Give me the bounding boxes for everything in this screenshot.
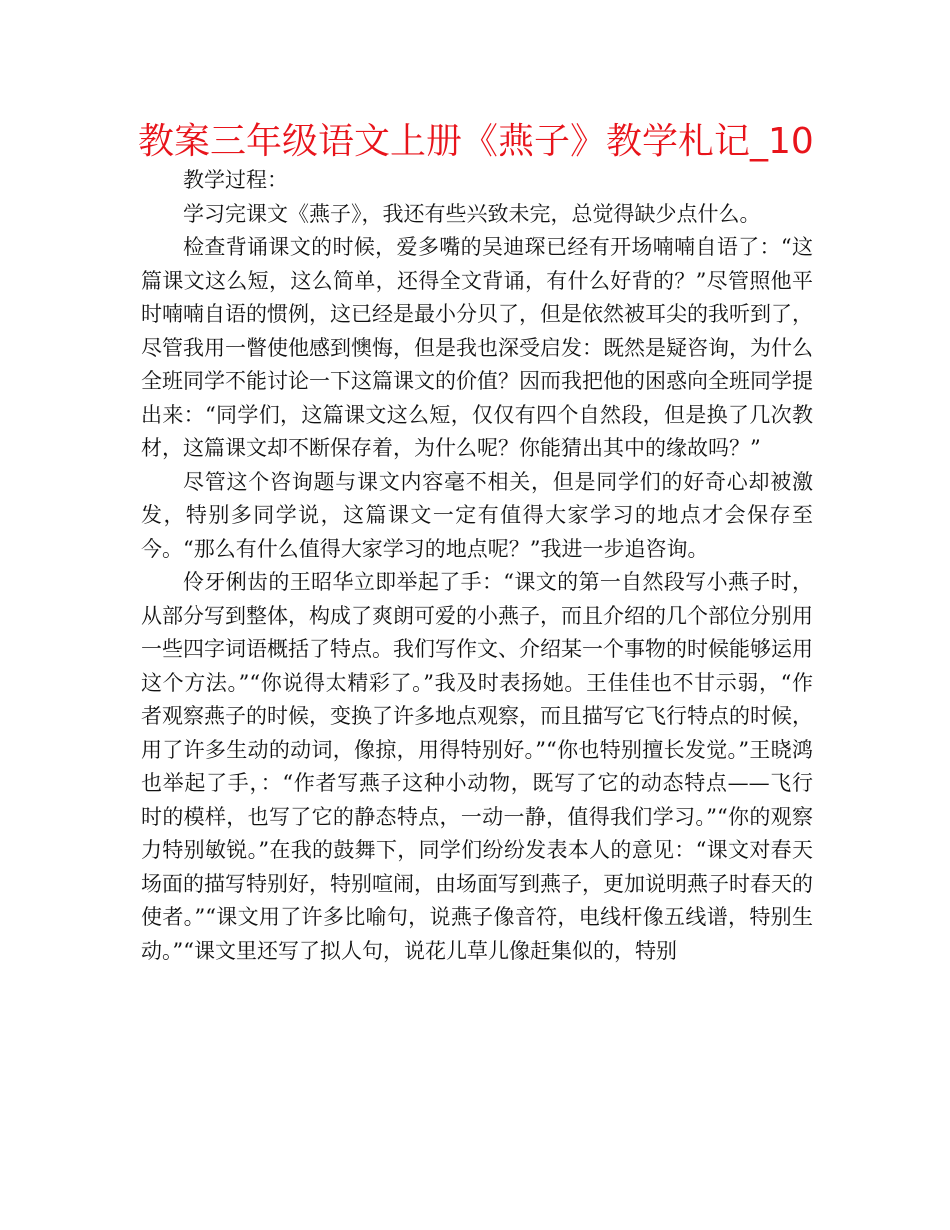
paragraph: 检查背诵课文的时候，爱多嘴的吴迪琛已经有开场喃喃自语了：“这篇课文这么短，这么简单，还得全文背诵，有什么好背的？”尽管照他平时喃喃自语的惯例，这已经是最小分贝了，但是依然被耳尖的我听到了，尽管我用一瞥使他感到懊悔，但是我也深受启发：既然是疑咨询，为什么全班同学不能讨论一下这篇课文的价值？因而我把他的困惑向全班同学提出来：“同学们，这篇课文这么短，仅仅有四个自然段，但是换了几次教材，这篇课文却不断保存着，为什么呢？你能猜出其中的缘故吗？” (141, 235, 813, 460)
paragraph-heading: 教学过程： (183, 168, 288, 192)
paragraph: 尽管这个咨询题与课文内容毫不相关，但是同学们的好奇心却被激发，特别多同学说，这篇课文一定有值得大家学习的地点才会保存至今。“那么有什么值得大家学习的地点呢？”我进一步追咨询。 (141, 469, 813, 561)
document-title: 教案三年级语文上册《燕子》教学札记_10 (138, 121, 814, 162)
paragraph: 学习完课文《燕子》，我还有些兴致未完，总觉得缺少点什么。 (183, 201, 761, 226)
paragraph: 伶牙俐齿的王昭华立即举起了手：“课文的第一自然段写小燕子时，从部分写到整体，构成了爽朗可爱的小燕子，而且介绍的几个部位分别用一些四字词语概括了特点。我们写作文、介绍某一个事物的时候能够运用这个方法。”“你说得太精彩了。”我及时表扬她。王佳佳也不甘示弱，“作者观察燕子的时候，变换了许多地点观察，而且描写它飞行特点的时候，用了许多生动的动词，像掠，用得特别好。”“你也特别擅长发觉。”王晓鸿也举起了手，：“作者写燕子这种小动物，既写了它的动态特点——飞行时的模样，也写了它的静态特点，一动一静，值得我们学习。”“你的观察力特别敏锐。”在我的鼓舞下，同学们纷纷发表本人的意见：“课文对春天场面的描写特别好，特别喧闹，由场面写到燕子，更加说明燕子时春天的使者。”“课文用了许多比喻句，说燕子像音符，电线杆像五线谱，特别生动。”“课文里还写了拟人句，说花儿草儿像赶集似的，特别 (141, 570, 813, 963)
document-body (141, 164, 813, 968)
